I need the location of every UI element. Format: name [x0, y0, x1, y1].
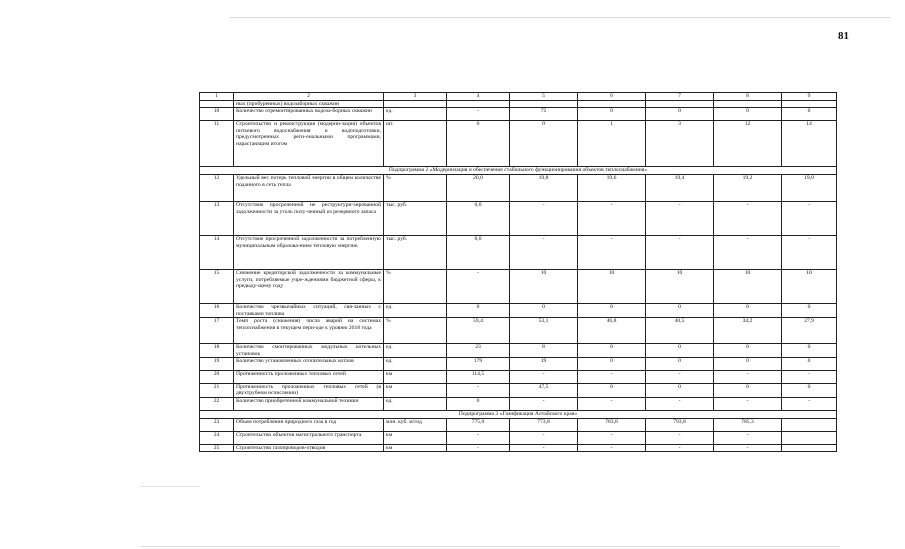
indicator-value: [782, 444, 837, 451]
row-number: 17: [200, 318, 234, 344]
indicator-value: 0,0: [447, 202, 510, 236]
indicator-value: 47,5: [510, 384, 578, 398]
row-number: [200, 101, 234, 108]
indicator-value: [447, 101, 510, 108]
table-row: [200, 318, 837, 344]
scan-artifact-margin: [140, 486, 200, 487]
indicator-value: -: [510, 371, 578, 384]
indicator-value: [578, 101, 646, 108]
indicator-value: 75: [510, 108, 578, 121]
column-number-9: 9: [782, 93, 837, 101]
unit-of-measure: ед.: [384, 358, 447, 371]
indicator-value: 10: [714, 270, 782, 304]
indicator-value: -: [782, 202, 837, 236]
unit-of-measure: млн. куб. м/год: [384, 418, 447, 431]
indicator-name: Темп роста (снижения) числа аварий на системах теплоснабжения в текущем пери-оде к уровню 2018 года: [234, 318, 384, 344]
indicator-name: Протяженность проложенных тепловых сетей: [234, 371, 384, 384]
row-number: 22: [200, 397, 234, 410]
indicator-value: 0: [447, 121, 510, 167]
unit-of-measure: шт.: [384, 121, 447, 167]
unit-of-measure: км: [384, 444, 447, 451]
indicator-value: 59,4: [447, 318, 510, 344]
subprogram-2-row: [200, 167, 837, 175]
unit-of-measure: км: [384, 384, 447, 398]
indicator-value: -: [714, 202, 782, 236]
indicator-name: Протяженность проложенных тепловых сетей (в двухтрубном исчислении): [234, 384, 384, 398]
indicator-value: 0: [782, 358, 837, 371]
indicator-value: -: [782, 371, 837, 384]
row-number: 11: [200, 121, 234, 167]
indicator-value: 785,3: [714, 418, 782, 431]
indicator-value: -: [447, 384, 510, 398]
indicator-value: 0: [646, 384, 714, 398]
unit-of-measure: %: [384, 318, 447, 344]
row-number: 24: [200, 431, 234, 444]
indicators-table: [199, 92, 837, 452]
indicator-value: 20,0: [447, 175, 510, 202]
indicator-value: [714, 101, 782, 108]
indicator-value: 179: [447, 358, 510, 371]
indicator-value: 793,8: [646, 418, 714, 431]
indicator-value: 10: [510, 270, 578, 304]
indicator-name: Отсутствие просроченной не реструктури-зированной задолженности за уголь полу-ченный из резервного запаса: [234, 202, 384, 236]
table-row: [200, 304, 837, 318]
indicator-value: 0: [646, 344, 714, 358]
column-number-4: 4: [447, 93, 510, 101]
indicator-value: -: [447, 270, 510, 304]
indicator-name: Количество отремонтированных водоза-борных скважин: [234, 108, 384, 121]
indicator-value: 0,0: [447, 236, 510, 270]
indicator-value: -: [646, 431, 714, 444]
row-number: 15: [200, 270, 234, 304]
indicator-name: Снижение кредиторской задолженности за коммунальные услуги, потребляемые учре-ждениями бюджетной сферы, к предыду-щему году: [234, 270, 384, 304]
indicator-value: 0: [782, 108, 837, 121]
column-number-5: 5: [510, 93, 578, 101]
indicator-value: [646, 101, 714, 108]
indicator-name: Количество смонтированных модульных котельных установок: [234, 344, 384, 358]
table-row: [200, 344, 837, 358]
indicator-value: 10: [782, 270, 837, 304]
unit-of-measure: %: [384, 270, 447, 304]
unit-of-measure: тыс. руб.: [384, 202, 447, 236]
indicator-value: -: [782, 397, 837, 410]
table-row: [200, 431, 837, 444]
column-number-7: 7: [646, 93, 714, 101]
subprogram-3-row: [200, 410, 837, 418]
indicator-value: 0: [578, 358, 646, 371]
indicator-name: Количество приобретенной коммунальной техники: [234, 397, 384, 410]
unit-of-measure: км: [384, 431, 447, 444]
unit-of-measure: тыс. руб.: [384, 236, 447, 270]
indicator-value: 12: [714, 121, 782, 167]
table-row: [200, 101, 837, 108]
indicator-value: -: [578, 202, 646, 236]
indicator-value: 0: [510, 304, 578, 318]
row-number: 10: [200, 108, 234, 121]
indicator-value: 114,5: [447, 371, 510, 384]
indicator-value: -: [714, 236, 782, 270]
row-number: 18: [200, 344, 234, 358]
indicator-name: Строительство и реконструкция (модерни-зация) объектов питьевого водоснабжения и водоподготовки, предусмотренных реги-ональными программами, нарастающим итогом: [234, 121, 384, 167]
indicator-value: -: [447, 444, 510, 451]
indicator-value: 8: [510, 344, 578, 358]
indicator-value: 19,2: [714, 175, 782, 202]
indicator-name: Удельный вес потерь тепловой энергии в общем количестве поданного в сеть тепла: [234, 175, 384, 202]
column-number-2: 2: [234, 93, 384, 101]
indicator-value: 0: [714, 358, 782, 371]
indicator-value: -: [578, 444, 646, 451]
indicator-value: 53,1: [510, 318, 578, 344]
table-row: [200, 371, 837, 384]
column-number-8: 8: [714, 93, 782, 101]
indicator-value: 40,5: [646, 318, 714, 344]
table-row: [200, 121, 837, 167]
indicator-value: -: [447, 108, 510, 121]
table-row: [200, 444, 837, 451]
indicator-value: 1: [578, 121, 646, 167]
indicator-value: -: [578, 397, 646, 410]
indicator-value: 0: [447, 397, 510, 410]
indicator-value: 0: [578, 344, 646, 358]
indicator-value: 0: [714, 108, 782, 121]
indicator-value: -: [510, 397, 578, 410]
indicator-value: [782, 431, 837, 444]
indicator-value: 19,0: [782, 175, 837, 202]
indicator-value: 0: [714, 304, 782, 318]
indicator-value: 0: [714, 384, 782, 398]
table-row: [200, 108, 837, 121]
indicator-value: -: [578, 371, 646, 384]
table-row: [200, 358, 837, 371]
indicator-value: [782, 101, 837, 108]
indicator-value: 19,6: [578, 175, 646, 202]
indicator-value: [782, 418, 837, 431]
indicator-value: 0: [714, 344, 782, 358]
unit-of-measure: [384, 101, 447, 108]
indicator-value: -: [782, 236, 837, 270]
row-number: 25: [200, 444, 234, 451]
indicator-value: 34,2: [714, 318, 782, 344]
indicator-value: 0: [782, 384, 837, 398]
indicator-value: -: [646, 202, 714, 236]
indicator-value: 10: [646, 270, 714, 304]
indicator-value: 0: [646, 358, 714, 371]
subprogram-3-title: Подпрограмма 3 «Газификация Алтайского края»: [200, 410, 837, 418]
unit-of-measure: ед.: [384, 304, 447, 318]
row-number: 14: [200, 236, 234, 270]
indicator-value: 0: [447, 304, 510, 318]
row-number: 12: [200, 175, 234, 202]
indicator-value: [510, 101, 578, 108]
table-row: [200, 202, 837, 236]
indicator-value: 46,8: [578, 318, 646, 344]
indicator-name: Количество чрезвычайных ситуаций, свя-занных с поставками топлива: [234, 304, 384, 318]
subprogram-2-title: Подпрограмма 2 «Модернизация и обеспечение стабильного функционирования объектов теплоснабжения»: [200, 167, 837, 175]
table-row: [200, 397, 837, 410]
indicator-value: -: [447, 431, 510, 444]
indicator-name: Отсутствие просроченной задолженности за потребленную муниципальным образова-нием тепловую энергию: [234, 236, 384, 270]
table-row: [200, 236, 837, 270]
row-number: 21: [200, 384, 234, 398]
indicator-value: 0: [578, 108, 646, 121]
indicator-value: -: [714, 444, 782, 451]
indicator-value: 10: [578, 270, 646, 304]
indicator-name: Количество установленных отопительных котлов: [234, 358, 384, 371]
indicator-value: 3: [646, 121, 714, 167]
column-number-1: 1: [200, 93, 234, 101]
column-number-6: 6: [578, 93, 646, 101]
indicator-value: -: [646, 236, 714, 270]
unit-of-measure: ед.: [384, 108, 447, 121]
indicator-value: 19: [510, 358, 578, 371]
indicator-value: -: [646, 444, 714, 451]
indicator-value: 0: [578, 384, 646, 398]
table-header-row: [200, 93, 837, 101]
row-number: 16: [200, 304, 234, 318]
row-number: 13: [200, 202, 234, 236]
indicator-value: -: [646, 397, 714, 410]
indicator-value: 14: [782, 121, 837, 167]
indicator-value: -: [510, 236, 578, 270]
indicator-value: 27,9: [782, 318, 837, 344]
indicator-value: -: [578, 236, 646, 270]
indicator-value: -: [510, 444, 578, 451]
indicator-name: ных (пробуренных) водозаборных скважин: [234, 101, 384, 108]
indicator-value: 775,0: [447, 418, 510, 431]
unit-of-measure: км: [384, 371, 447, 384]
indicator-value: -: [714, 431, 782, 444]
indicator-value: 773,8: [510, 418, 578, 431]
indicator-value: -: [714, 371, 782, 384]
page-number: 81: [838, 30, 849, 42]
indicator-value: -: [714, 397, 782, 410]
indicator-value: 0: [782, 304, 837, 318]
indicator-value: 0: [578, 304, 646, 318]
indicator-value: -: [646, 371, 714, 384]
indicator-value: 19,8: [510, 175, 578, 202]
indicator-value: -: [510, 202, 578, 236]
scan-artifact-top: [230, 17, 890, 18]
indicator-value: 23: [447, 344, 510, 358]
indicator-value: 783,8: [578, 418, 646, 431]
unit-of-measure: ед.: [384, 397, 447, 410]
unit-of-measure: ед.: [384, 344, 447, 358]
row-number: 19: [200, 358, 234, 371]
row-number: 20: [200, 371, 234, 384]
indicator-value: -: [510, 431, 578, 444]
table-row: [200, 384, 837, 398]
indicator-value: -: [578, 431, 646, 444]
indicator-value: 0: [510, 121, 578, 167]
unit-of-measure: %: [384, 175, 447, 202]
indicator-name: Объем потребления природного газа в год: [234, 418, 384, 431]
table-row: [200, 175, 837, 202]
indicator-name: Строительство газопроводов-отводов: [234, 444, 384, 451]
indicator-name: Строительство объектов магистрального транспорта: [234, 431, 384, 444]
indicator-value: 0: [782, 344, 837, 358]
table-row: [200, 270, 837, 304]
indicator-value: 19,4: [646, 175, 714, 202]
indicator-value: 0: [646, 304, 714, 318]
scan-artifact-bottom: [140, 546, 840, 547]
table-row: [200, 418, 837, 431]
indicator-value: 0: [646, 108, 714, 121]
row-number: 23: [200, 418, 234, 431]
column-number-3: 3: [384, 93, 447, 101]
